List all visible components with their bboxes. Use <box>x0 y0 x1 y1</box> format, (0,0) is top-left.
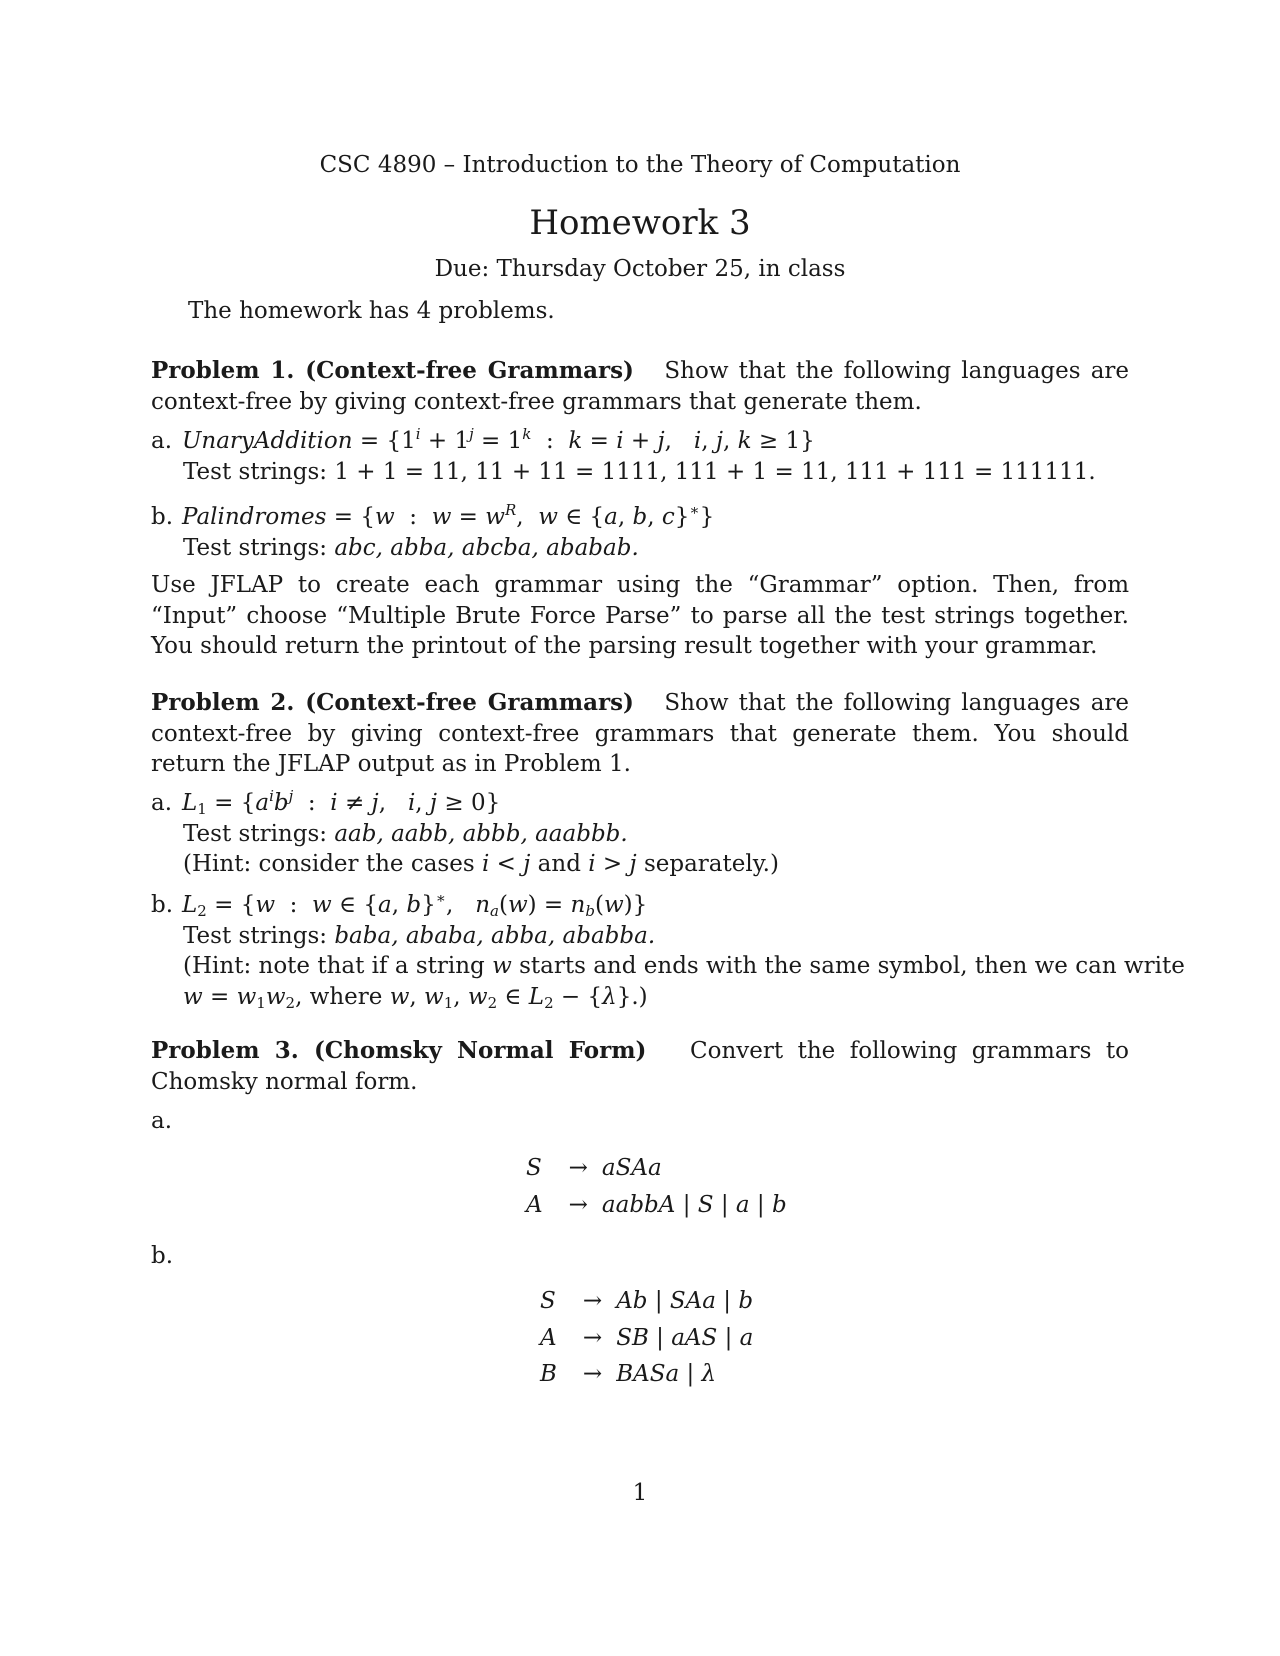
problem-1b: b. Palindromes = {w : $w = w^R$, w ∈ {a, b, c}∗} Test strings: abc, abba, abcba, ababab. <box>151 501 715 561</box>
problem-2a: a. $L_1 = \{a^ib^j$ : i ≠ j, i, j ≥ 0} Test strings: aab, aabb, abbb, aaabbb. (Hint: consider the cases i < j and i > j separately.) <box>151 788 779 880</box>
problem-1a-test-strings: 1 + 1 = 11, 11 + 11 = 1111, 111 + 1 = 11, 111 + 111 = 111111. <box>334 458 1096 485</box>
problem-3-statement <box>151 1036 1129 1097</box>
problem-3-heading: Problem 3. (Chomsky Normal Form) <box>151 1037 647 1064</box>
problem-1-text: Show that the following languages are context-free by giving context-free grammars that generate them. <box>151 358 1130 415</box>
problem-2b-hint-line2: $w = w_1w_2$, where w, $w_1$, $w_2$ ∈ $L_2 - \{\lambda\}$.) <box>183 983 648 1012</box>
problem-1a-language-name: UnaryAddition <box>182 428 353 454</box>
grammar-b-rule: S → Ab | SAa | b <box>540 1283 753 1320</box>
problem-3-text: Convert the following grammars to Chomsky normal form. <box>151 1038 1129 1095</box>
grammar-a <box>526 1150 787 1223</box>
problem-2-statement <box>151 688 1129 780</box>
grammar-a-rule: A → aabbA | S | a | b <box>526 1187 787 1224</box>
due-date: Due: Thursday October 25, in class <box>434 256 846 282</box>
course-title: CSC 4890 – Introduction to the Theory of Computation <box>319 152 961 178</box>
grammar-b-rule: A → SB | aAS | a <box>540 1320 753 1357</box>
problem-1b-language-name: Palindromes <box>182 504 327 530</box>
grammar-b-rule: B → BASa | λ <box>540 1356 753 1393</box>
problem-3b-label: b. <box>151 1243 174 1269</box>
homework-title: Homework 3 <box>529 203 751 243</box>
intro-text: The homework has 4 problems. <box>188 298 555 324</box>
arrow-icon: → <box>582 1361 603 1387</box>
problem-2-text: Show that the following languages are context-free by giving context-free grammars that generate them. You should return the JFLAP output as in Problem 1. <box>151 690 1130 777</box>
arrow-icon: → <box>582 1324 603 1351</box>
problem-2-heading: Problem 2. (Context-free Grammars) <box>151 689 634 716</box>
grammar-b <box>540 1283 753 1393</box>
arrow-icon: → <box>582 1288 603 1314</box>
problem-3a-label: a. <box>151 1108 173 1134</box>
problem-2a-hint: (Hint: consider the cases i < j and i > j separately.) <box>183 851 779 877</box>
grammar-a-rule: S → aSAa <box>526 1150 787 1187</box>
page-number: 1 <box>632 1480 648 1506</box>
problem-1-heading: Problem 1. (Context-free Grammars) <box>151 357 634 384</box>
problem-2b: b. $L_2 = \{w$ : w ∈ {a, b}∗, $n_a(w) = n_b(w)$} Test strings: baba, ababa, abba, ababba. (Hint: note that if a string w starts and ends with the same symbol, then we can write $w = w_1w_2$, where w, $w_1$, $w_2$ ∈ $L_2 - \{\lambda\}$.) <box>151 889 1185 1012</box>
problem-2b-test-strings: baba, ababa, abba, ababba. <box>334 922 656 949</box>
problem-2b-hint-line1: (Hint: note that if a string w starts and ends with the same symbol, then we can write <box>183 953 1185 979</box>
arrow-icon: → <box>568 1155 588 1181</box>
problem-2a-test-strings: aab, aabb, abbb, aaabbb. <box>334 820 628 847</box>
problem-1-statement <box>151 356 1129 417</box>
problem-1-instructions: Use JFLAP to create each grammar using the “Grammar” option. Then, from “Input” choose “Multiple Brute Force Parse” to parse all the test strings together. You should return the printout of the parsing result together with your grammar. <box>151 572 1129 659</box>
problem-1a: a. UnaryAddition = {$1^i + 1^j = 1^k$ : k = i + j, i, j, k ≥ 1} Test strings: 1 + 1 = 11, 11 + 11 = 1111, 111 + 1 = 11, 111 + 111 = 111111. <box>151 425 1096 485</box>
problem-1b-test-strings: abc, abba, abcba, ababab. <box>334 534 639 561</box>
arrow-icon: → <box>568 1191 588 1218</box>
